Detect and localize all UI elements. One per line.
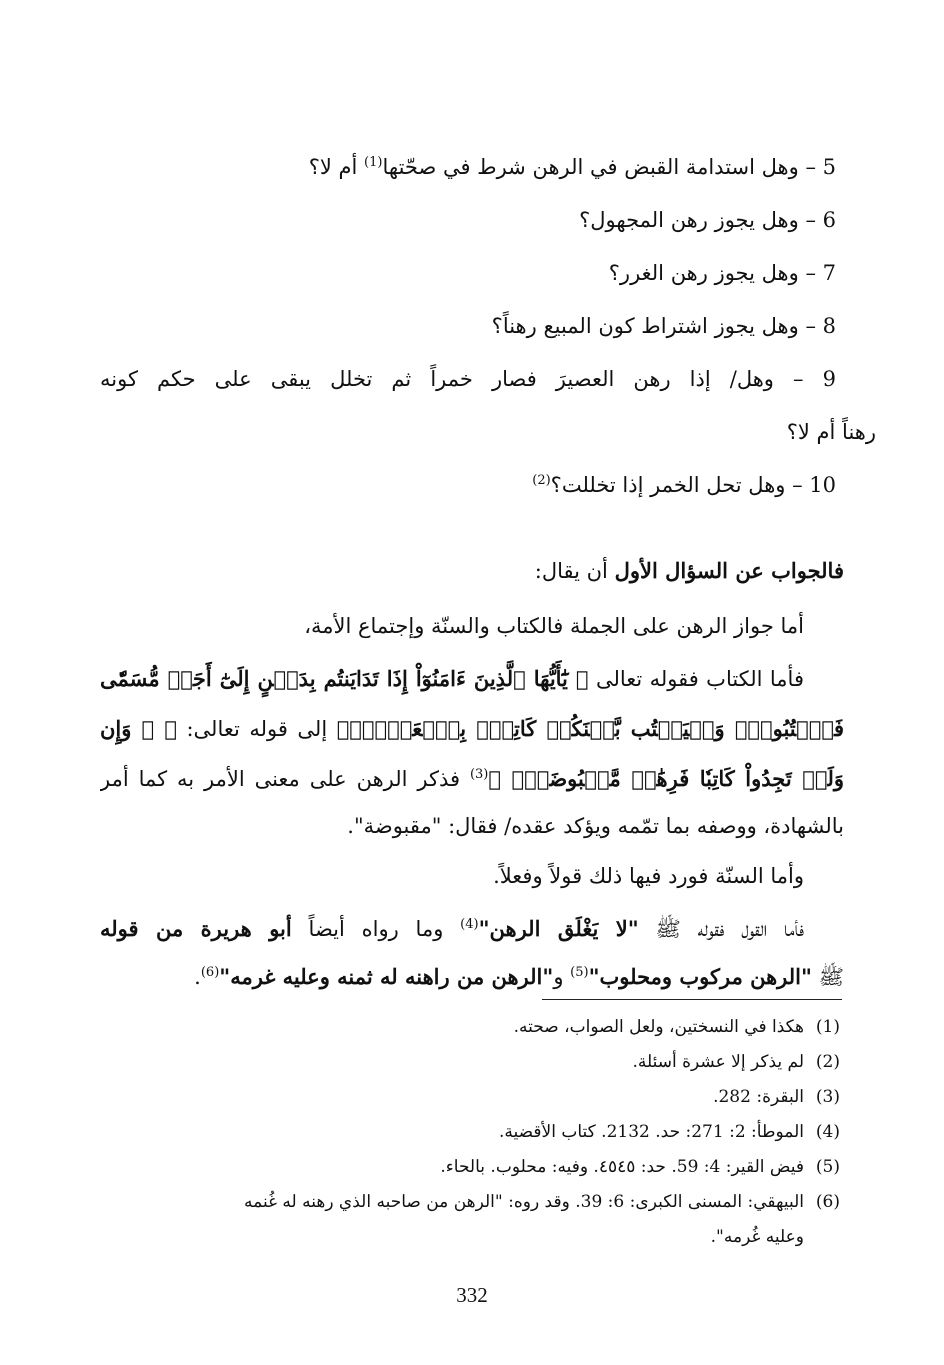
footnote-ref[interactable]: (6) bbox=[200, 965, 220, 980]
question-number: 10 bbox=[809, 473, 836, 497]
question-number: 6 bbox=[822, 208, 836, 232]
footnote-6-continued bbox=[100, 1220, 840, 1255]
questions-list bbox=[100, 141, 876, 512]
answer-section bbox=[100, 543, 844, 999]
hadith-narrator: أبو هريرة من قوله bbox=[100, 916, 292, 941]
paragraph-text: أما جواز الرهن على الجملة فالكتاب والسنّة وإجتماع الأمة، bbox=[304, 614, 804, 638]
hadith-quote: "الرهن من راهنه له ثمنه وعليه غرمه" bbox=[219, 964, 554, 989]
footnote-5 bbox=[100, 1150, 840, 1185]
paragraph-quran-line-4 bbox=[100, 804, 844, 849]
footnote-4 bbox=[100, 1115, 840, 1150]
paragraph-text: بالشهادة، ووصفه بما تمّمه ويؤكد عقده/ فقال: "مقبوضة". bbox=[347, 814, 844, 838]
paragraph-text: فأما الكتاب فقوله تعالى bbox=[588, 667, 804, 691]
footnote-6 bbox=[100, 1185, 840, 1220]
footnotes bbox=[100, 1010, 840, 1255]
quran-verse: ﴿ ۞ وَإِن bbox=[100, 716, 177, 741]
paragraph-text: . bbox=[194, 965, 201, 989]
footnote-number: (5) bbox=[815, 1157, 840, 1177]
footnote-text: البيهقي: المسنى الكبرى: 6: 39. وقد روه: "الرهن من صاحبه الذي رهنه له غُنمه bbox=[244, 1192, 804, 1212]
paragraph-text: و bbox=[553, 965, 571, 989]
question-text: وهل/ إذا رهن العصيرَ فصار خمراً ثم تخلل يبقى على حكم كونه bbox=[100, 367, 774, 391]
page-number: 332 bbox=[456, 1283, 488, 1307]
paragraph-text: ﷺ bbox=[811, 965, 844, 989]
footnote-text: الموطأ: 2: 271: حد. 2132. كتاب الأقضية. bbox=[499, 1122, 804, 1142]
question-number: 5 bbox=[822, 155, 836, 179]
answer-heading-line bbox=[100, 543, 844, 599]
footnote-2 bbox=[100, 1045, 840, 1080]
question-text: وهل يجوز رهن الغرر؟ bbox=[608, 261, 799, 285]
footnote-text: فيض القير: 4: 59. حد: ٤٥٤٥. وفيه: محلوب. بالحاء. bbox=[440, 1157, 804, 1177]
question-text: رهناً أم لا؟ bbox=[786, 420, 876, 444]
question-number: 7 bbox=[822, 261, 836, 285]
footnote-text: البقرة: 282. bbox=[713, 1087, 804, 1107]
paragraph-quran-line-2 bbox=[100, 704, 844, 754]
footnote-text: هكذا في النسختين، ولعل الصواب، صحته. bbox=[513, 1017, 804, 1037]
paragraph-consensus bbox=[100, 599, 844, 654]
question-tail: أم لا؟ bbox=[308, 155, 365, 179]
paragraph-text: فأما القول فقوله ﷺ bbox=[638, 917, 804, 941]
question-8: 8 – وهل يجوز اشتراط كون المبيع رهناً؟ bbox=[491, 314, 836, 338]
footnote-ref[interactable]: (5) bbox=[570, 965, 589, 980]
footnote-number: (2) bbox=[815, 1052, 840, 1072]
question-6: 6 – وهل يجوز رهن المجهول؟ bbox=[579, 208, 836, 232]
footnote-number: (3) bbox=[815, 1087, 840, 1107]
question-text: وهل استدامة القبض في الرهن شرط في صحّتها bbox=[382, 155, 799, 179]
footnote-number: (4) bbox=[815, 1122, 840, 1142]
footnote-3 bbox=[100, 1080, 840, 1115]
question-9-continued bbox=[100, 406, 876, 459]
paragraph-text: إلى قوله تعالى: bbox=[176, 717, 337, 741]
question-7: 7 – وهل يجوز رهن الغرر؟ bbox=[608, 261, 836, 285]
question-number: 9 bbox=[822, 367, 836, 391]
quran-verse: ﴿ يَٰٓأَيُّهَا ٱلَّذِينَ ءَامَنُوٓاْ إِذَا تَدَايَنتُم بِدَيۡنٍ إِلَىٰٓ أَجَلٖ مُّسَمّٗى bbox=[100, 666, 589, 691]
paragraph-text: وأما السنّة فورد فيها ذلك قولاً وفعلاً. bbox=[493, 864, 804, 888]
footnote-text: لم يذكر إلا عشرة أسئلة. bbox=[632, 1052, 804, 1072]
footnote-number: (6) bbox=[815, 1192, 840, 1212]
question-5: 5 – وهل استدامة القبض في الرهن شرط في صحّتها$^{(1)}$ أم لا؟ bbox=[308, 155, 836, 179]
quran-verse: فَٱكۡتُبُوهُۚ وَلۡيَكۡتُب بَّيۡنَكُمۡ كَاتِبُۢ بِٱلۡعَدۡلِۚ﴾ bbox=[336, 716, 844, 741]
quran-verse: وَلَمۡ تَجِدُواْ كَاتِبٗا فَرِهَٰنٞ مَّقۡبُوضَةٞۖ ﴾ bbox=[488, 766, 844, 791]
footnote-ref[interactable]: (3) bbox=[469, 767, 489, 782]
paragraph-hadith-line-1 bbox=[100, 904, 844, 954]
footnote-text: وعليه غُرمه". bbox=[710, 1227, 804, 1247]
paragraph-sunnah bbox=[100, 849, 844, 904]
footnote-ref[interactable]: (1) bbox=[364, 155, 383, 170]
question-10: 10 – وهل تحل الخمر إذا تخللت؟$^{(2)}$ bbox=[532, 473, 836, 497]
question-text: وهل تحل الخمر إذا تخللت؟ bbox=[550, 473, 786, 497]
footnote-ref[interactable]: (4) bbox=[460, 917, 479, 932]
footnote-ref[interactable]: (2) bbox=[532, 473, 551, 488]
answer-heading-tail: أن يقال: bbox=[534, 559, 615, 583]
hadith-quote: "لا يَغْلَق الرهن" bbox=[478, 916, 639, 941]
question-text: وهل يجوز اشتراط كون المبيع رهناً؟ bbox=[491, 314, 799, 338]
question-9: 9 – وهل/ إذا رهن العصيرَ فصار خمراً ثم تخلل يبقى على حكم كونه bbox=[100, 367, 836, 391]
question-number: 8 bbox=[822, 314, 836, 338]
footnote-1 bbox=[100, 1010, 840, 1045]
paragraph-text: فذكر الرهن على معنى الأمر به كما أمر bbox=[100, 767, 470, 791]
footnote-separator bbox=[542, 999, 842, 1000]
hadith-quote: "الرهن مركوب ومحلوب" bbox=[588, 964, 812, 989]
footnote-number: (1) bbox=[815, 1017, 840, 1037]
question-text: وهل يجوز رهن المجهول؟ bbox=[579, 208, 799, 232]
paragraph-quran-line-3 bbox=[100, 754, 844, 804]
paragraph-hadith-line-2 bbox=[100, 954, 844, 999]
answer-heading: فالجواب عن السؤال الأول bbox=[614, 558, 844, 583]
paragraph-quran-line-1 bbox=[100, 654, 844, 704]
paragraph-text: وما رواه أيضاً bbox=[291, 917, 461, 941]
